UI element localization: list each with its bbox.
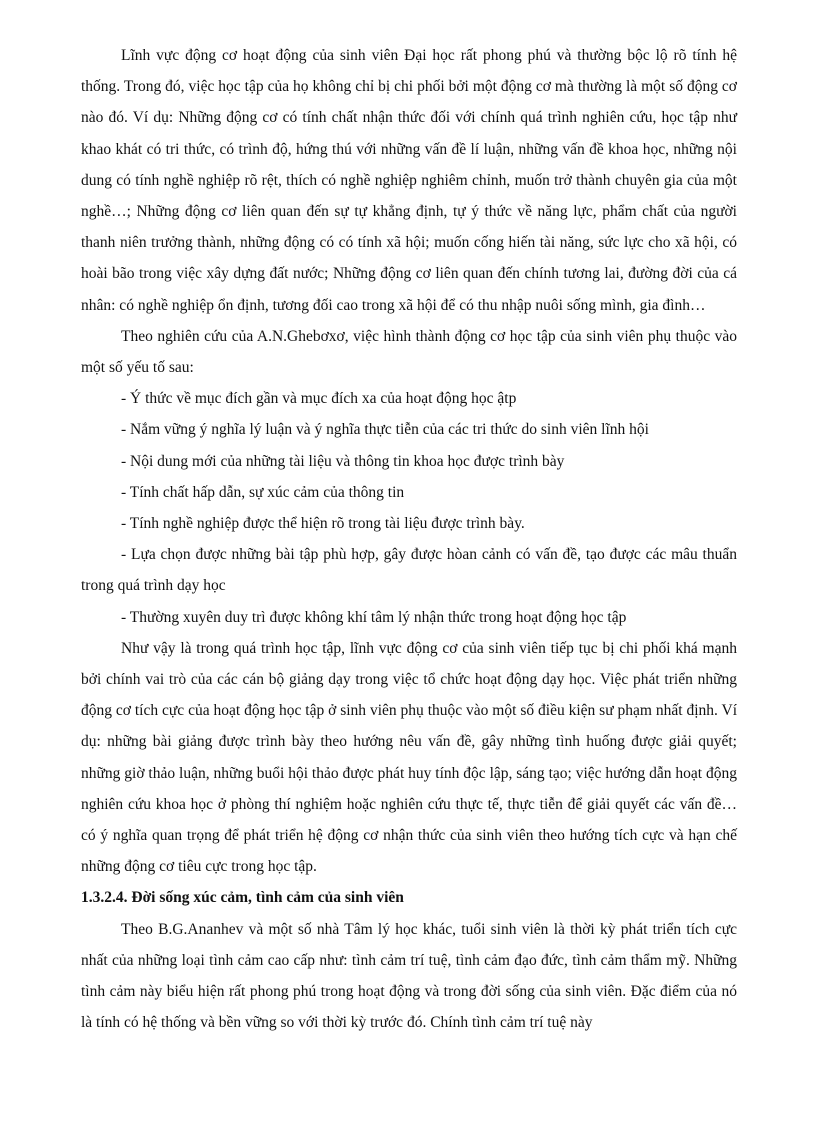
section-heading: 1.3.2.4. Đời sống xúc cảm, tình cảm của sinh viên — [81, 889, 404, 907]
factor-item: - Nội dung mới của những tài liệu và thông tin khoa học được trình bày — [121, 452, 565, 470]
factor-item: - Tính chất hấp dẫn, sự xúc cảm của thông tin — [121, 483, 405, 501]
paragraph-ghebosxo-research: Theo nghiên cứu của A.N.Ghebơxơ, việc hình thành động cơ học tập của sinh viên phụ thuộc vào một số yếu tố sau: — [81, 327, 737, 377]
paragraph-motivation-fields: Lĩnh vực động cơ hoạt động của sinh viên Đại học rất phong phú và thường bộc lộ rõ tính hệ thống. Trong đó, việc học tập của họ không chỉ bị chi phối bởi một động cơ mà thường là một số động cơ nào đó. Ví dụ: Những động cơ có tính chất nhận thức đối với chính quá trình nghiên cứu, học tập như khao khát có tri thức, có trình độ, hứng thú với những vấn đề lí luận, những vấn đề khoa học, những nội dung có tính nghề nghiệp rõ rệt, thích có nghề nghiệp nghiêm chỉnh, muốn trở thành chuyên gia của một nghề…; Những động cơ liên quan đến sự tự khẳng định, tự ý thức về năng lực, phẩm chất của người thanh niên trưởng thành, những động có có tính xã hội; muốn cống hiến tài năng, sức lực cho xã hội, có hoài bão trong việc xây dựng đất nước; Những động cơ liên quan đến chính tương lai, đường đời của cá nhân: có nghề nghiệp ổn định, tương đối cao trong xã hội để có thu nhập nuôi sống mình, gia đình… — [81, 47, 737, 314]
factor-item: - Tính nghề nghiệp được thể hiện rõ trong tài liệu được trình bày. — [121, 515, 525, 533]
paragraph-conclusion: Như vậy là trong quá trình học tập, lĩnh vực động cơ của sinh viên tiếp tục bị chi phối khá mạnh bởi chính vai trò của các cán bộ giảng dạy trong việc tổ chức hoạt động dạy học. Việc phát triển những động cơ tích cực của hoạt động học tập ở sinh viên phụ thuộc vào một số điều kiện sư phạm nhất định. Ví dụ: những bài giảng được trình bày theo hướng nêu vấn đề, gây những tình huống được giải quyết; những giờ thảo luận, những buổi hội thảo được phát huy tính độc lập, sáng tạo; việc hướng dẫn hoạt động nghiên cứu khoa học ở phòng thí nghiệm hoặc nghiên cứu thực tế, thực tiễn để giải quyết các vấn đề… có ý nghĩa quan trọng để phát triển hệ động cơ nhận thức của sinh viên theo hướng tích cực và hạn chế những động cơ tiêu cực trong học tập. — [81, 639, 737, 876]
paragraph-emotional-life: Theo B.G.Ananhev và một số nhà Tâm lý học khác, tuổi sinh viên là thời kỳ phát triển tích cực nhất của những loại tình cảm cao cấp như: tình cảm trí tuệ, tình cảm đạo đức, tình cảm thẩm mỹ. Những tình cảm này biểu hiện rất phong phú trong hoạt động và trong đời sống của sinh viên. Đặc điểm của nó là tính có hệ thống và bền vững so với thời kỳ trước đó. Chính tình cảm trí tuệ này — [81, 920, 737, 1032]
factor-item: - Ý thức về mục đích gần và mục đích xa của hoạt động học ậtp — [121, 390, 517, 408]
factor-item: - Thường xuyên duy trì được không khí tâm lý nhận thức trong hoạt động học tập — [121, 608, 627, 626]
factor-item: - Nắm vững ý nghĩa lý luận và ý nghĩa thực tiễn của các tri thức do sinh viên lĩnh hội — [121, 421, 649, 439]
document-page — [81, 40, 737, 1039]
factor-item: - Lựa chọn được những bài tập phù hợp, gây được hòan cảnh có vấn đề, tạo được các mâu thuẩn trong quá trình dạy học — [81, 546, 737, 595]
